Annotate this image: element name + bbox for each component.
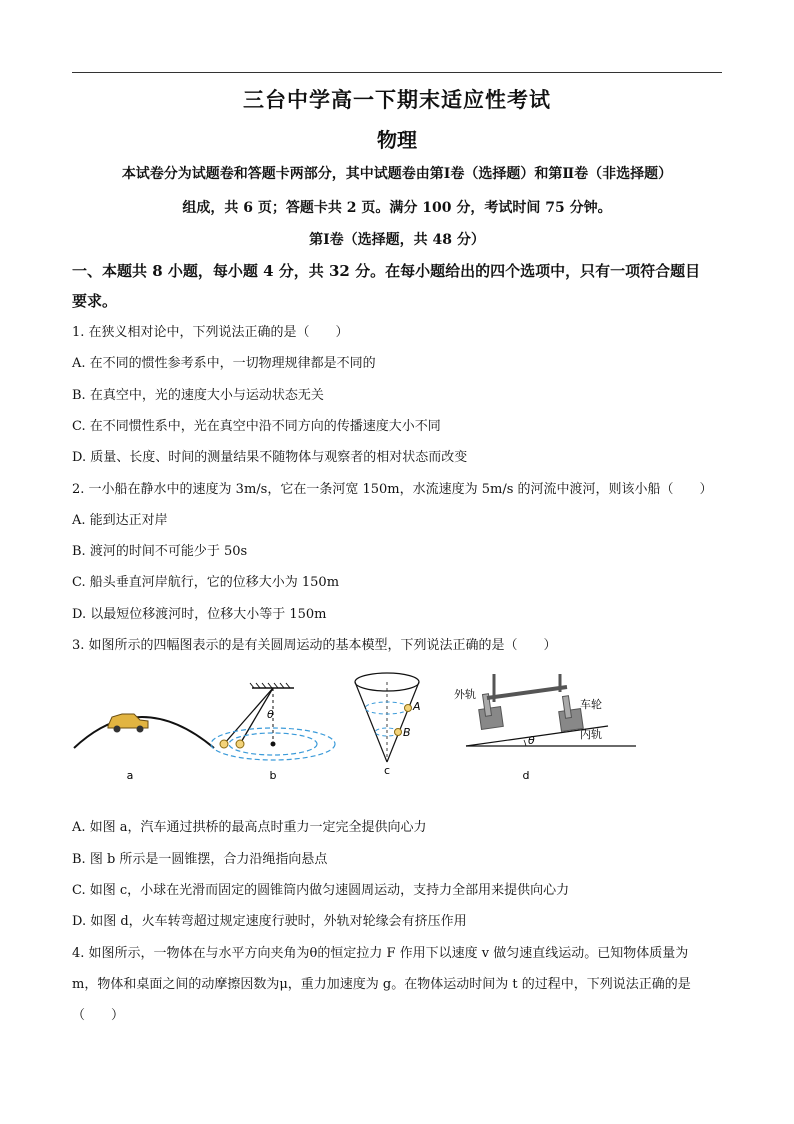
figure-d-theta: θ: [528, 734, 535, 747]
circular-motion-figure: [68, 668, 718, 786]
figure-b-theta: θ: [267, 708, 274, 721]
intro-line-1: 本试卷分为试题卷和答题卡两部分，其中试题卷由第Ⅰ卷（选择题）和第Ⅱ卷（非选择题）: [121, 166, 673, 182]
question-3-option-c: C. 如图 c，小球在光滑而固定的圆锥筒内做匀速圆周运动，支持力全部用来提供向心力: [72, 883, 570, 898]
figure-a-arch-bridge: [74, 714, 214, 782]
question-1-option-a: A. 在不同的惯性参考系中，一切物理规律都是不同的: [72, 356, 376, 371]
figure-d-inner-rail: 内轨: [580, 728, 602, 741]
question-2-stem: 2. 一小船在静水中的速度为 3m/s，它在一条河宽 150m，水流速度为 5m/s 的河流中渡河，则该小船（ ）: [72, 482, 713, 497]
question-1-option-b: B. 在真空中，光的速度大小与运动状态无关: [72, 388, 324, 403]
figure-c-cone: [355, 673, 421, 777]
question-1-option-d: D. 质量、长度、时间的测量结果不随物体与观察者的相对状态而改变: [72, 450, 468, 465]
figure-c-point-a: A: [413, 700, 421, 713]
question-2-option-a: A. 能到达正对岸: [72, 513, 168, 528]
figure-d-outer-rail: 外轨: [454, 688, 476, 701]
question-3-option-d: D. 如图 d，火车转弯超过规定速度行驶时，外轨对轮缘会有挤压作用: [72, 914, 467, 929]
question-1-option-c: C. 在不同惯性系中，光在真空中沿不同方向的传播速度大小不同: [72, 419, 441, 434]
figure-c-label: c: [383, 764, 391, 777]
intro-line-2: 组成，共 6 页；答题卡共 2 页。满分 100 分，考试时间 75 分钟。: [182, 200, 612, 216]
figure-a-label: a: [126, 769, 134, 782]
figure-d-banked-track: [454, 674, 636, 782]
part1-heading: 第Ⅰ卷（选择题，共 48 分）: [309, 232, 485, 248]
exam-title: 三台中学高一下期末适应性考试: [243, 87, 551, 112]
question-3-option-a: A. 如图 a，汽车通过拱桥的最高点时重力一定完全提供向心力: [72, 820, 427, 835]
question-3-stem: 3. 如图所示的四幅图表示的是有关圆周运动的基本模型，下列说法正确的是（ ）: [72, 638, 557, 653]
question-3-option-b: B. 图 b 所示是一圆锥摆，合力沿绳指向悬点: [72, 852, 328, 867]
question-4-stem-line-1: 4. 如图所示，一物体在与水平方向夹角为θ的恒定拉力 F 作用下以速度 v 做匀速直线运动。已知物体质量为: [72, 946, 689, 961]
question-1-stem: 1. 在狭义相对论中，下列说法正确的是（ ）: [72, 325, 349, 340]
figure-b-conical-pendulum: [211, 683, 335, 782]
question-2-option-d: D. 以最短位移渡河时，位移大小等于 150m: [72, 607, 327, 622]
figure-c-point-b: B: [403, 726, 411, 739]
section-instruction-line-1: 一、本题共 8 小题，每小题 4 分，共 32 分。在每小题给出的四个选项中，只有一项符合题目: [72, 262, 701, 280]
section-instruction-line-2: 要求。: [72, 292, 118, 310]
header-rule: [72, 72, 722, 73]
question-4-stem-line-2: m，物体和桌面之间的动摩擦因数为μ，重力加速度为 g。在物体运动时间为 t 的过程中，下列说法正确的是: [72, 977, 691, 992]
question-4-stem-line-3: （ ）: [72, 1008, 125, 1023]
figure-d-wheel: 车轮: [580, 698, 602, 711]
figure-d-label: d: [522, 769, 530, 782]
figure-b-label: b: [269, 769, 277, 782]
question-2-option-b: B. 渡河的时间不可能少于 50s: [72, 544, 248, 559]
subject-title: 物理: [377, 128, 417, 152]
question-2-option-c: C. 船头垂直河岸航行，它的位移大小为 150m: [72, 575, 340, 590]
